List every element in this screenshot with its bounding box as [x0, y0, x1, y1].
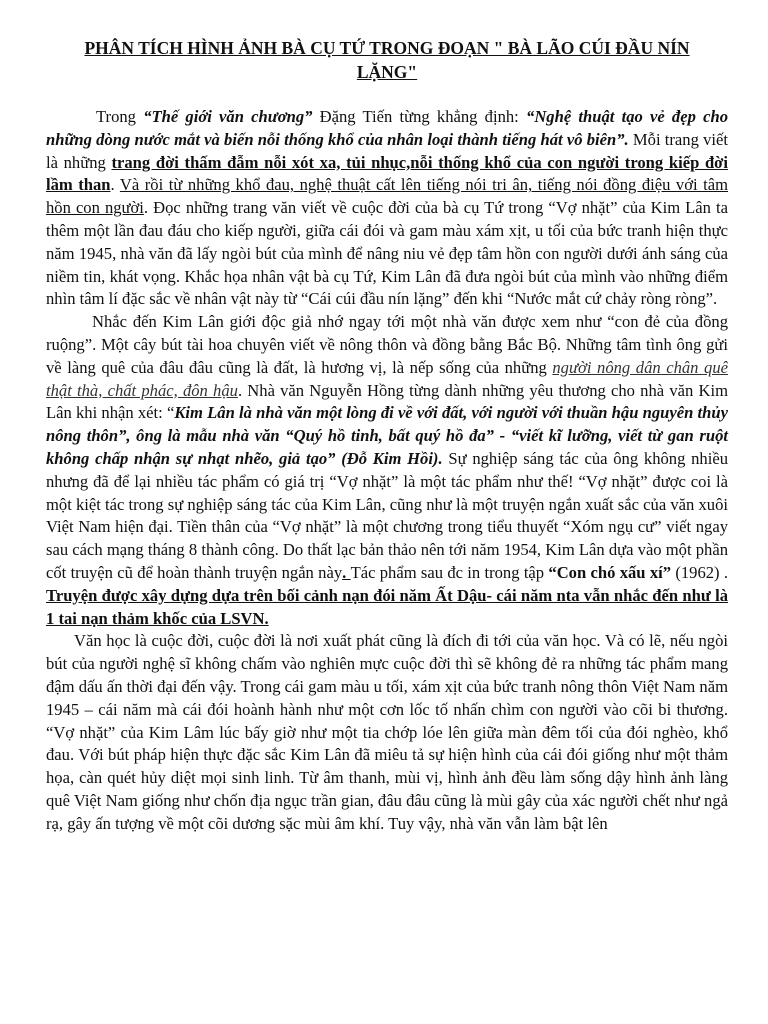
- text-run: Nhắc đến Kim Lân giới độc giả nhớ ngay tới một nhà văn được xem như “con đẻ của đồng ruộng”. Một cây bút tài hoa chuyên viết về nông thôn và đồng bằng Bắc Bộ. Những tâm tình ông gửi về làng quê của đâu đâu cũng là đất, là hương vị, là nếp sống của những: [46, 312, 728, 377]
- text-run-bold-underline: Truyện được xây dựng dựa trên bối cảnh nạn đói năm Ất Dậu- cái năm nta vẫn nhắc đến như là 1 tai nạn thảm khốc của LSVN.: [46, 585, 728, 628]
- paragraph-3: [46, 630, 728, 835]
- text-run-underline: Và rồi từ những khổ đau, nghệ thuật cất lên tiếng nói tri ân, tiếng nói đồng điệu với tâm hồn con người: [46, 175, 728, 218]
- text-run: Tác phẩm sau đc in trong tập: [350, 562, 549, 582]
- text-run-bold-underline: trang đời thấm đẫm nỗi xót xa, tủi nhục,nỗi thống khổ của con người trong kiếp đời lầm than: [46, 152, 728, 195]
- text-run: Văn học là cuộc đời, cuộc đời là nơi xuất phát cũng là đích đi tới của văn học. Và có lẽ, nếu ngòi bút của người nghệ sĩ không chấm vào nghiên mực cuộc đời thì sẽ không đẻ ra những tác phẩm mang đậm dấu ấn thời đại đến vậy. Trong cái gam màu u tối, xám xịt của bức tranh nông thôn Việt Nam năm 1945 – cái năm mà cái đói hoành hành như một cơn lốc tố nhấn chìm con người vào cõi bi thương. “Vợ nhặt” của Kim Lâm lúc bấy giờ như một tia chớp lóe lên giữa màn đêm tối của đói nghèo, khổ đau. Với bút pháp hiện thực đặc sắc Kim Lân đã miêu tả sự hiện hình của cái đói giống như một thảm họa, càn quét hủy diệt mọi sinh linh. Từ âm thanh, mùi vị, hình ảnh đều làm sống dậy hình ảnh làng quê Việt Nam giống như chốn địa ngục trần gian, đâu đâu cũng là mùi gây của xác người chết như ngả rạ, gây ấn tượng về một cõi dương sặc mùi âm khí. Tuy vậy, nhà văn vẫn làm bật lên: [46, 631, 728, 833]
- text-run: . Nhà văn Nguyễn Hồng từng dành những yêu thương cho nhà văn Kim Lân khi nhận xét: “: [46, 380, 728, 423]
- quote-dang-tien: “Nghệ thuật tạo vẻ đẹp cho những dòng nước mắt và biến nỗi thống khổ của nhân loại thành tiếng hát vô biên”.: [46, 107, 728, 149]
- text-run: Đặng Tiến từng khẳng định:: [312, 107, 527, 126]
- text-run: . Đọc những trang văn viết về cuộc đời của bà cụ Tứ trong “Vợ nhặt” của Kim Lân ta thêm một lần đau đáu cho kiếp người, giữa cái đói và gam màu xám xịt, u tối của bức tranh hiện thực năm 1945, nhà văn đã lấy ngòi bút của mình để nâng niu vẻ đẹp tâm hồn con người dưới ánh sáng của niềm tin, khát vọng. Khắc họa nhân vật bà cụ Tứ, Kim Lân đã đưa ngòi bút của mình vào những điểm nhìn tâm lí đặc sắc về nhân vật này từ “Cái cúi đầu nín lặng” đến khi “Nước mắt cứ chảy ròng ròng”.: [46, 198, 728, 309]
- text-run: .: [110, 175, 120, 195]
- quote-nguyen-hong: Kim Lân là nhà văn một lòng đi về với đất, với người với thuần hậu nguyên thủy nông thôn”, ông là mẫu nhà văn “Quý hồ tinh, bất quý hồ đa” - “viết kĩ lưỡng, viết từ gan ruột không chấp nhận sự nhạt nhẽo, giả tạo” (Đỗ Kim Hồi).: [46, 403, 728, 468]
- text-run-bold-italic: “Thế giới văn chương”: [143, 107, 313, 126]
- text-run: Mỗi trang viết là những: [46, 129, 728, 172]
- text-run-bold-underline: .: [342, 562, 351, 582]
- text-run-bold: “Con chó xấu xí”: [548, 562, 672, 582]
- text-run-italic-underline: người nông dân chân quê thật thà, chất phác, đôn hậu: [46, 357, 728, 400]
- paragraph-1: [46, 106, 728, 311]
- paragraph-2: [46, 311, 728, 630]
- text-run: Sự nghiệp sáng tác của ông không nhiều nhưng đã để lại nhiều tác phẩm có giá trị “Vợ nhặt” là một tác phẩm như thế! “Vợ nhặt” được coi là một kiệt tác trong sự nghiệp sáng tác của Kim Lân, cũng như là một truyện ngắn xuất sắc của văn xuôi Việt Nam hiện đại. Tiền thân của “Vợ nhặt” là một chương trong tiểu thuyết “Xóm ngụ cư” viết ngay sau cách mạng tháng 8 thành công. Do thất lạc bản thảo nên tới năm 1954, Kim Lân dựa vào một phần cốt truyện cũ để hoàn thành truyện ngắn này: [46, 448, 728, 582]
- text-run: Trong: [96, 107, 144, 126]
- page-title: PHÂN TÍCH HÌNH ẢNH BÀ CỤ TỨ TRONG ĐOẠN " BÀ LÃO CÚI ĐẦU NÍN LẶNG": [84, 38, 690, 82]
- text-run: (1962) .: [671, 562, 729, 582]
